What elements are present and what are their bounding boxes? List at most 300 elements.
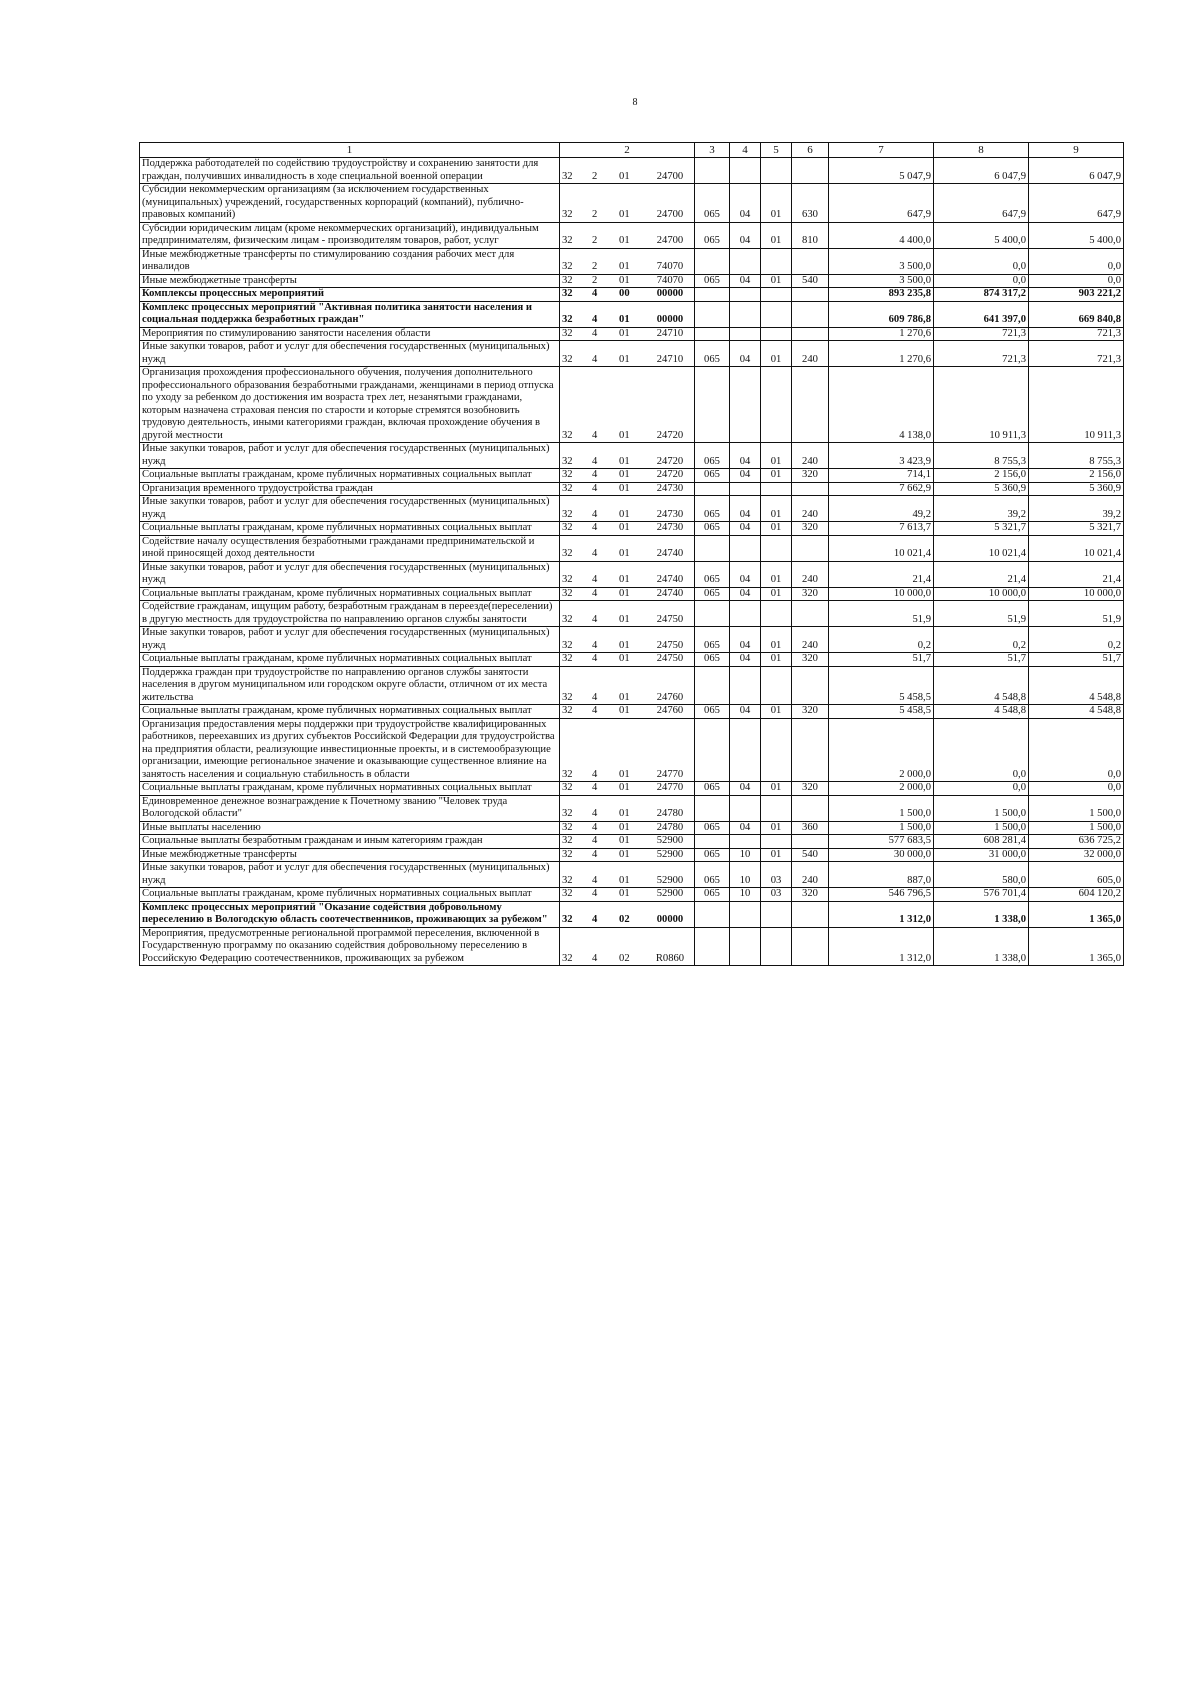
table-row [140,248,1124,274]
target-code [560,782,695,796]
code-type: 4 [592,429,598,441]
subsection-code [761,535,792,561]
expense-type-code: 810 [792,222,829,248]
ministry-code [695,248,730,274]
section-code [730,535,761,561]
target-code-parts [562,914,692,927]
target-code-parts [562,522,692,535]
code-program: 32 [562,874,573,886]
row-name: Иные закупки товаров, работ и услуг для обеспечения государственных (муниципальных) нужд [140,862,560,888]
section-code: 04 [730,184,761,223]
amount-col-8: 0,0 [934,248,1029,274]
amount-col-7: 3 500,0 [829,274,934,288]
ministry-code: 065 [695,274,730,288]
subsection-code: 01 [761,184,792,223]
code-direction: 24710 [656,327,684,339]
table-row [140,653,1124,667]
subsection-code: 01 [761,653,792,667]
code-direction: 24730 [656,508,684,520]
subsection-code [761,795,792,821]
amount-col-8: 6 047,9 [934,158,1029,184]
code-program: 32 [562,170,573,182]
col-header-1: 1 [140,143,560,158]
target-code [560,795,695,821]
target-code-parts [562,822,692,835]
amount-col-9: 721,3 [1029,327,1124,341]
code-program: 32 [562,327,573,339]
table-row [140,158,1124,184]
subsection-code: 01 [761,821,792,835]
target-code [560,705,695,719]
code-program: 32 [562,353,573,365]
code-direction: 00000 [656,288,684,299]
row-name: Поддержка граждан при трудоустройстве по направлению органов службы занятости населения в другом муниципальном или городском округе области, отличном от их места жительства [140,666,560,705]
table-row [140,522,1124,536]
code-subprogram: 01 [619,848,630,860]
amount-col-7: 546 796,5 [829,888,934,902]
amount-col-8: 647,9 [934,184,1029,223]
code-subprogram: 02 [619,914,630,925]
target-code-parts [562,640,692,653]
amount-col-8: 641 397,0 [934,301,1029,327]
target-code [560,601,695,627]
code-type: 2 [592,209,598,220]
code-program: 32 [562,522,573,533]
code-subprogram: 01 [619,639,630,651]
code-program: 32 [562,274,573,286]
subsection-code [761,367,792,443]
code-type: 4 [592,653,598,664]
code-subprogram: 01 [619,808,630,819]
expense-type-code: 320 [792,653,829,667]
code-program: 32 [562,705,573,716]
code-type: 4 [592,522,598,533]
code-subprogram: 01 [619,691,630,703]
ministry-code: 065 [695,443,730,469]
amount-col-9: 5 360,9 [1029,482,1124,496]
amount-col-9: 4 548,8 [1029,666,1124,705]
code-subprogram: 01 [619,170,630,182]
amount-col-7: 7 662,9 [829,482,934,496]
code-subprogram: 01 [619,587,630,599]
target-code [560,367,695,443]
target-code-parts [562,275,692,288]
expense-type-code: 240 [792,627,829,653]
target-code [560,443,695,469]
code-type: 4 [592,639,598,651]
code-subprogram: 01 [619,482,630,494]
target-code-parts [562,769,692,782]
code-subprogram: 01 [619,874,630,886]
code-type: 4 [592,613,598,625]
subsection-code: 01 [761,443,792,469]
target-code-parts [562,875,692,888]
ministry-code: 065 [695,469,730,483]
subsection-code [761,482,792,496]
target-code [560,653,695,667]
row-name: Иные межбюджетные трансферты [140,848,560,862]
row-name: Социальные выплаты гражданам, кроме публичных нормативных социальных выплат [140,522,560,536]
code-type: 4 [592,952,598,964]
amount-col-7: 51,7 [829,653,934,667]
amount-col-7: 887,0 [829,862,934,888]
code-type: 2 [592,235,598,246]
row-name: Иные закупки товаров, работ и услуг для обеспечения государственных (муниципальных) нужд [140,443,560,469]
section-code: 04 [730,469,761,483]
code-direction: 24720 [656,469,684,480]
amount-col-9: 8 755,3 [1029,443,1124,469]
target-code [560,821,695,835]
code-subprogram: 01 [619,353,630,365]
row-name: Социальные выплаты гражданам, кроме публичных нормативных социальных выплат [140,587,560,601]
ministry-code: 065 [695,848,730,862]
target-code-parts [562,548,692,561]
table-row [140,888,1124,902]
table-row [140,288,1124,302]
section-code [730,835,761,849]
table-body [140,158,1124,966]
target-code-parts [562,354,692,367]
ministry-code: 065 [695,222,730,248]
code-type: 4 [592,574,598,585]
code-type: 4 [592,508,598,520]
code-subprogram: 01 [619,653,630,664]
amount-col-7: 1 270,6 [829,327,934,341]
expense-type-code: 320 [792,705,829,719]
code-type: 4 [592,548,598,559]
amount-col-9: 5 400,0 [1029,222,1124,248]
amount-col-8: 580,0 [934,862,1029,888]
code-type: 4 [592,848,598,860]
amount-col-9: 669 840,8 [1029,301,1124,327]
target-code [560,627,695,653]
target-code [560,341,695,367]
ministry-code [695,367,730,443]
amount-col-9: 2 156,0 [1029,469,1124,483]
amount-col-7: 2 000,0 [829,718,934,782]
subsection-code: 01 [761,274,792,288]
code-direction: 24770 [656,782,684,793]
section-code [730,795,761,821]
amount-col-7: 1 270,6 [829,341,934,367]
subsection-code: 01 [761,496,792,522]
subsection-code: 03 [761,862,792,888]
table-row [140,561,1124,587]
row-name: Иные закупки товаров, работ и услуг для обеспечения государственных (муниципальных) нужд [140,561,560,587]
subsection-code [761,327,792,341]
amount-col-7: 1 312,0 [829,901,934,927]
ministry-code: 065 [695,184,730,223]
section-code: 04 [730,705,761,719]
expense-type-code [792,288,829,302]
target-code-parts [562,314,692,327]
subsection-code: 01 [761,587,792,601]
code-type: 4 [592,874,598,886]
code-program: 32 [562,314,573,325]
amount-col-7: 4 138,0 [829,367,934,443]
target-code-parts [562,469,692,482]
row-name: Комплекс процессных мероприятий "Активная политика занятости населения и социальная поддержка безработных граждан" [140,301,560,327]
amount-col-8: 51,7 [934,653,1029,667]
table-row [140,274,1124,288]
code-program: 32 [562,952,573,964]
code-program: 32 [562,782,573,793]
subsection-code: 01 [761,705,792,719]
section-code [730,482,761,496]
expense-type-code: 540 [792,274,829,288]
ministry-code [695,158,730,184]
target-code [560,848,695,862]
target-code-parts [562,261,692,274]
expense-type-code [792,535,829,561]
target-code [560,184,695,223]
ministry-code: 065 [695,821,730,835]
amount-col-8: 4 548,8 [934,705,1029,719]
ministry-code [695,927,730,966]
target-code [560,301,695,327]
code-type: 4 [592,768,598,780]
code-type: 4 [592,835,598,846]
subsection-code: 01 [761,341,792,367]
amount-col-9: 1 365,0 [1029,927,1124,966]
target-code [560,274,695,288]
section-code: 04 [730,561,761,587]
target-code-parts [562,849,692,862]
target-code-parts [562,953,692,966]
col-header-3: 3 [695,143,730,158]
amount-col-8: 8 755,3 [934,443,1029,469]
amount-col-8: 31 000,0 [934,848,1029,862]
code-type: 4 [592,327,598,339]
table-row [140,443,1124,469]
code-subprogram: 01 [619,455,630,467]
row-name: Иные межбюджетные трансферты по стимулированию создания рабочих мест для инвалидов [140,248,560,274]
section-code: 10 [730,848,761,862]
code-program: 32 [562,209,573,220]
amount-col-7: 2 000,0 [829,782,934,796]
code-direction: 52900 [656,848,684,860]
code-direction: 24700 [656,209,684,220]
amount-col-9: 636 725,2 [1029,835,1124,849]
code-type: 2 [592,170,598,182]
expense-type-code [792,601,829,627]
ministry-code [695,327,730,341]
amount-col-8: 874 317,2 [934,288,1029,302]
amount-col-9: 10 021,4 [1029,535,1124,561]
amount-col-7: 577 683,5 [829,835,934,849]
amount-col-7: 1 500,0 [829,821,934,835]
section-code [730,367,761,443]
subsection-code [761,927,792,966]
col-header-9: 9 [1029,143,1124,158]
amount-col-9: 903 221,2 [1029,288,1124,302]
expense-type-code [792,666,829,705]
target-code-parts [562,574,692,587]
subsection-code [761,158,792,184]
target-code-parts [562,209,692,222]
target-code-parts [562,653,692,666]
code-subprogram: 01 [619,821,630,833]
table-row [140,184,1124,223]
section-code [730,927,761,966]
row-name: Организация временного трудоустройства граждан [140,482,560,496]
expense-type-code [792,482,829,496]
amount-col-8: 10 000,0 [934,587,1029,601]
ministry-code: 065 [695,627,730,653]
code-program: 32 [562,613,573,625]
col-header-6: 6 [792,143,829,158]
target-code [560,496,695,522]
code-direction: 74070 [656,274,684,286]
table-row [140,601,1124,627]
amount-col-9: 0,0 [1029,248,1124,274]
code-subprogram: 01 [619,327,630,339]
amount-col-8: 2 156,0 [934,469,1029,483]
code-program: 32 [562,808,573,819]
expense-type-code [792,901,829,927]
amount-col-8: 51,9 [934,601,1029,627]
ministry-code [695,835,730,849]
target-code-parts [562,171,692,184]
amount-col-8: 1 338,0 [934,927,1029,966]
expense-type-code [792,835,829,849]
expense-type-code [792,718,829,782]
section-code [730,288,761,302]
table-row [140,222,1124,248]
code-direction: 24710 [656,353,684,365]
table-row [140,901,1124,927]
amount-col-9: 1 365,0 [1029,901,1124,927]
code-program: 32 [562,639,573,651]
table-row [140,927,1124,966]
ministry-code [695,288,730,302]
amount-col-9: 4 548,8 [1029,705,1124,719]
expense-type-code: 320 [792,469,829,483]
subsection-code: 01 [761,222,792,248]
section-code [730,327,761,341]
row-name: Мероприятия, предусмотренные региональной программой переселения, включенной в Государственную программу по оказанию содействия добровольному переселению в Российскую Федерацию соотечественников, проживающих за рубежом [140,927,560,966]
code-direction: 24750 [656,639,684,651]
target-code [560,718,695,782]
amount-col-7: 5 458,5 [829,705,934,719]
code-type: 4 [592,288,598,299]
code-program: 32 [562,455,573,467]
amount-col-9: 6 047,9 [1029,158,1124,184]
code-direction: 24740 [656,548,684,559]
row-name: Социальные выплаты гражданам, кроме публичных нормативных социальных выплат [140,782,560,796]
expense-type-code [792,795,829,821]
code-subprogram: 01 [619,888,630,899]
code-direction: 24750 [656,653,684,664]
code-subprogram: 01 [619,522,630,533]
section-code: 04 [730,274,761,288]
amount-col-7: 1 312,0 [829,927,934,966]
code-direction: 24750 [656,613,684,625]
amount-col-9: 647,9 [1029,184,1124,223]
amount-col-8: 721,3 [934,327,1029,341]
target-code [560,469,695,483]
amount-col-8: 39,2 [934,496,1029,522]
expense-type-code: 240 [792,443,829,469]
target-code [560,888,695,902]
table-row [140,848,1124,862]
target-code [560,327,695,341]
target-code-parts [562,835,692,848]
amount-col-8: 10 911,3 [934,367,1029,443]
col-header-7: 7 [829,143,934,158]
code-direction: 24740 [656,574,684,585]
target-code [560,288,695,302]
code-program: 32 [562,587,573,599]
code-program: 32 [562,835,573,846]
section-code [730,718,761,782]
amount-col-7: 21,4 [829,561,934,587]
amount-col-7: 647,9 [829,184,934,223]
ministry-code: 065 [695,496,730,522]
row-name: Социальные выплаты гражданам, кроме публичных нормативных социальных выплат [140,888,560,902]
row-name: Социальные выплаты гражданам, кроме публичных нормативных социальных выплат [140,469,560,483]
subsection-code [761,901,792,927]
table-row [140,587,1124,601]
expense-type-code: 630 [792,184,829,223]
target-code [560,901,695,927]
amount-col-8: 608 281,4 [934,835,1029,849]
code-direction: 24780 [656,808,684,819]
expense-type-code: 240 [792,341,829,367]
code-program: 32 [562,429,573,441]
target-code [560,862,695,888]
budget-table [139,142,1124,966]
table-row [140,341,1124,367]
amount-col-8: 5 360,9 [934,482,1029,496]
row-name: Единовременное денежное вознаграждение к Почетному званию "Человек труда Вологодской области" [140,795,560,821]
row-name: Организация прохождения профессионального обучения, получения дополнительного профессионального образования безработными гражданами, женщинами в период отпуска по уходу за ребенком до достижения им возраста трех лет, незанятыми гражданами, которым назначена страховая пенсия по старости и которые стремятся возобновить трудовую деятельность, иными категориями граждан, включая прохождение обучения в другой местности [140,367,560,443]
target-code [560,248,695,274]
code-direction: 74070 [656,261,684,272]
row-name: Иные закупки товаров, работ и услуг для обеспечения государственных (муниципальных) нужд [140,496,560,522]
amount-col-8: 1 500,0 [934,795,1029,821]
ministry-code: 065 [695,888,730,902]
code-type: 4 [592,691,598,703]
expense-type-code: 540 [792,848,829,862]
target-code-parts [562,430,692,443]
target-code [560,535,695,561]
section-code: 04 [730,222,761,248]
expense-type-code: 360 [792,821,829,835]
table-row [140,666,1124,705]
code-program: 32 [562,469,573,480]
ministry-code: 065 [695,862,730,888]
code-program: 32 [562,261,573,272]
amount-col-8: 0,0 [934,274,1029,288]
ministry-code: 065 [695,782,730,796]
subsection-code [761,601,792,627]
target-code-parts [562,509,692,522]
expense-type-code: 240 [792,561,829,587]
subsection-code: 01 [761,627,792,653]
row-name: Иные межбюджетные трансферты [140,274,560,288]
target-code-parts [562,483,692,496]
table-row [140,469,1124,483]
code-program: 32 [562,914,573,925]
target-code [560,522,695,536]
code-subprogram: 01 [619,469,630,480]
code-direction: 00000 [656,914,684,925]
amount-col-8: 0,0 [934,782,1029,796]
code-direction: 24730 [656,482,684,494]
row-name: Субсидии некоммерческим организациям (за исключением государственных (муниципальных) учреждений, государственных корпораций (компаний), публично-правовых компаний) [140,184,560,223]
amount-col-7: 4 400,0 [829,222,934,248]
